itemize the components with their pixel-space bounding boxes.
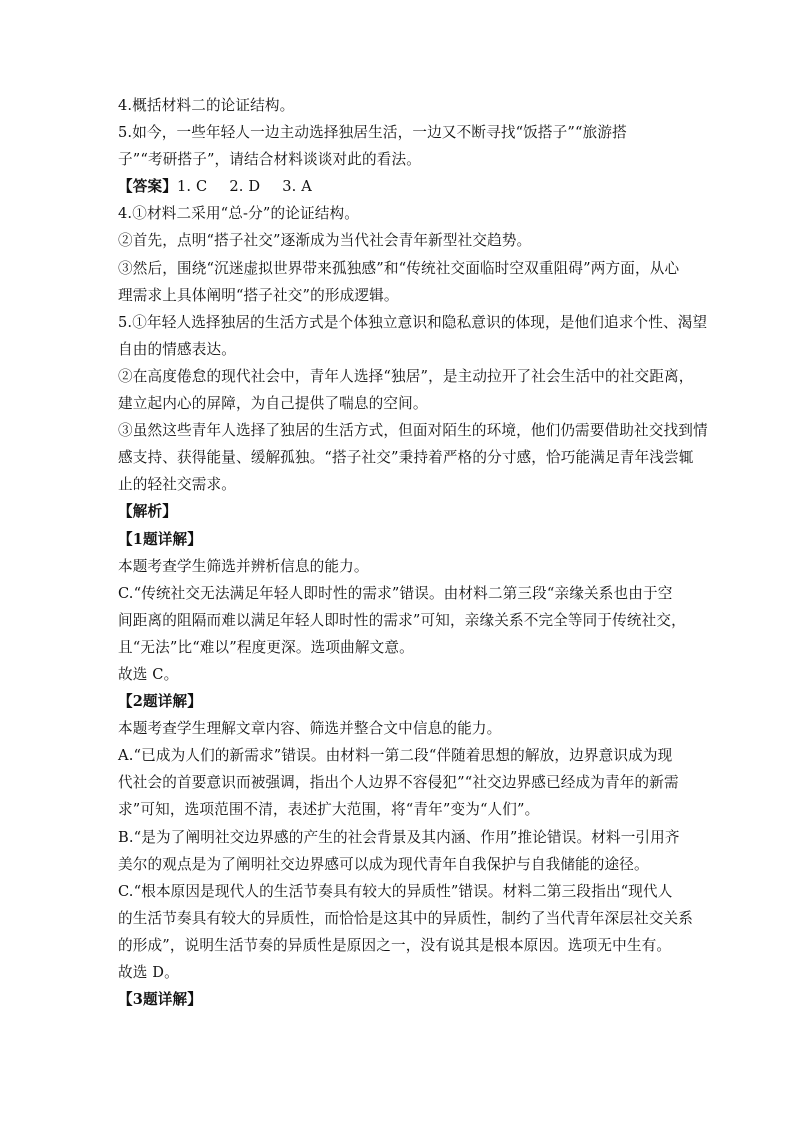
answer-4-line-3: ③然后，围绕“沉迷虚拟世界带来孤独感”和“传统社交面临时空双重阻碍”两方面，从心 (118, 259, 680, 277)
question-5-line-2: 子”“考研搭子”，请结合材料谈谈对此的看法。 (118, 151, 421, 169)
analysis-q3-heading: 【3题详解】 (118, 991, 203, 1009)
analysis-label: 【解析】 (118, 503, 177, 521)
analysis-q1-line-4: 且“无法”比“难以”程度更深。选项曲解文意。 (118, 638, 414, 656)
answer-4-line-4: 理需求上具体阐明“搭子社交”的形成逻辑。 (118, 286, 399, 304)
answer-5-line-1: 5.①年轻人选择独居的生活方式是个体独立意识和隐私意识的体现，是他们追求个性、渴望 (118, 313, 708, 331)
answer-choice-2: 2. D (229, 178, 261, 196)
analysis-q1-heading: 【1题详解】 (118, 530, 203, 548)
analysis-q2-line-5: B.“是为了阐明社交边界感的产生的社会背景及其内涵、作用”推论错误。材料一引用齐 (118, 828, 680, 846)
answer-5-line-3: ②在高度倦怠的现代社会中，青年人选择“独居”，是主动拉开了社会生活中的社交距离， (118, 367, 694, 385)
analysis-q2-line-7: C.“根本原因是现代人的生活节奏具有较大的异质性”错误。材料二第三段指出“现代人 (118, 882, 673, 900)
answer-5-line-4: 建立起内心的屏障，为自己提供了喘息的空间。 (118, 395, 428, 413)
answer-choice-1: 1. C (176, 178, 208, 196)
analysis-q2-line-1: 本题考查学生理解文章内容、筛选并整合文中信息的能力。 (118, 720, 502, 738)
analysis-q1-line-5: 故选 C。 (118, 665, 179, 683)
analysis-q2-line-10: 故选 D。 (118, 964, 179, 981)
analysis-q2-line-3: 代社会的首要意识而被强调，指出个人边界不容侵犯”“社交边界感已经成为青年的新需 (118, 774, 679, 792)
answer-4-line-2: ②首先，点明“搭子社交”逐渐成为当代社会青年新型社交趋势。 (118, 232, 532, 250)
analysis-q1-line-2: C.“传统社交无法满足年轻人即时性的需求”错误。由材料二第三段“亲缘关系也由于空 (118, 584, 673, 602)
analysis-q1-line-1: 本题考查学生筛选并辨析信息的能力。 (118, 557, 369, 575)
answer-5-line-6: 感支持、获得能量、缓解孤独。“搭子社交”秉持着严格的分寸感，恰巧能满足青年浅尝辄 (118, 449, 694, 467)
question-4: 4.概括材料二的论证结构。 (118, 97, 295, 114)
analysis-q2-line-2: A.“已成为人们的新需求”错误。由材料一第二段“伴随着思想的解放，边界意识成为现 (118, 747, 673, 765)
analysis-q2-line-6: 美尔的观点是为了阐明社交边界感可以成为现代青年自我保护与自我储能的途径。 (118, 855, 649, 873)
document-page (118, 92, 708, 1013)
analysis-q1-line-3: 间距离的阻隔而难以满足年轻人即时性的需求”可知，亲缘关系不完全等同于传统社交， (118, 611, 686, 629)
answer-4-line-1: 4.①材料二采用“总-分”的论证结构。 (118, 205, 359, 223)
answer-label: 【答案】 (118, 178, 177, 196)
analysis-q2-line-4: 求”可知，选项范围不清，表述扩大范围，将“青年”变为“人们”。 (118, 801, 540, 819)
answer-5-line-5: ③虽然这些青年人选择了独居的生活方式，但面对陌生的环境，他们仍需要借助社交找到情 (118, 422, 708, 440)
answer-choice-3: 3. A (282, 178, 312, 196)
analysis-q2-line-9: 的形成”，说明生活节奏的异质性是原因之一，没有说其是根本原因。选项无中生有。 (118, 936, 672, 954)
analysis-q2-heading: 【2题详解】 (118, 693, 203, 711)
answer-5-line-7: 止的轻社交需求。 (118, 476, 236, 494)
question-5-line-1: 5.如今，一些年轻人一边主动选择独居生活，一边又不断寻找“饭搭子”“旅游搭 (118, 124, 627, 142)
analysis-q2-line-8: 的生活节奏具有较大的异质性，而恰恰是这其中的异质性，制约了当代青年深层社交关系 (118, 909, 694, 927)
answer-choices-line (118, 173, 684, 200)
answer-5-line-2: 自由的情感表达。 (118, 340, 236, 358)
